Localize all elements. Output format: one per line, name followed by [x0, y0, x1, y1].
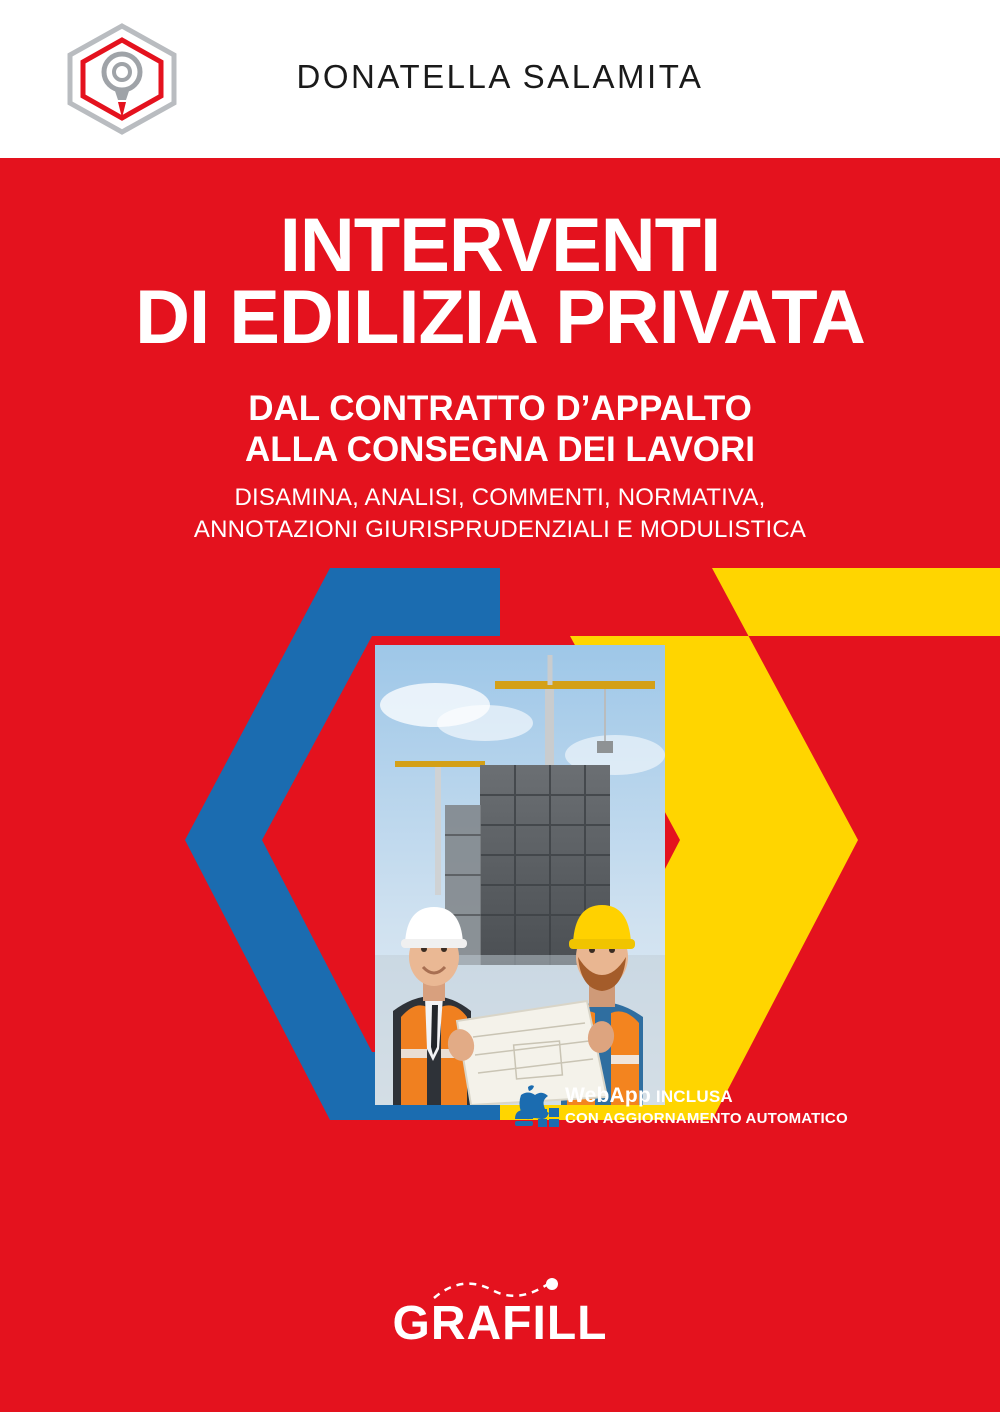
- book-tagline: [0, 482, 1000, 545]
- book-tagline-line1: DISAMINA, ANALISI, COMMENTI, NORMATIVA,: [234, 484, 766, 511]
- book-subtitle: [0, 388, 1000, 471]
- book-tagline-line2: ANNOTAZIONI GIURISPRUDENZIALI E MODULISTICA: [193, 515, 807, 543]
- publisher-name: GRAFILL: [392, 1297, 608, 1350]
- publisher-swoosh-icon: [430, 1278, 570, 1308]
- book-title-line1: INTERVENTI: [279, 203, 721, 288]
- book-subtitle-line2: ALLA CONSEGNA DEI LAVORI: [244, 430, 756, 470]
- author-name: DONATELLA SALAMITA: [296, 58, 704, 95]
- webapp-label-rest: INCLUSA: [650, 1087, 733, 1106]
- cover-photo: [375, 645, 665, 1105]
- construction-site-photo-illustration: [375, 645, 665, 1105]
- platform-icons: [513, 1083, 559, 1127]
- book-title: [0, 203, 1000, 361]
- cover-graphic: [0, 540, 1000, 1180]
- webapp-label-strong: WebApp: [565, 1084, 651, 1107]
- book-subtitle-line1: DAL CONTRATTO D’APPALTO: [248, 389, 752, 428]
- book-title-line2: DI EDILIZIA PRIVATA: [135, 275, 865, 361]
- webapp-label-line2: CON AGGIORNAMENTO AUTOMATICO: [565, 1110, 848, 1127]
- publisher-logo: [0, 1297, 1000, 1350]
- webapp-label-line1: [565, 1084, 733, 1108]
- webapp-badge: [513, 1075, 848, 1135]
